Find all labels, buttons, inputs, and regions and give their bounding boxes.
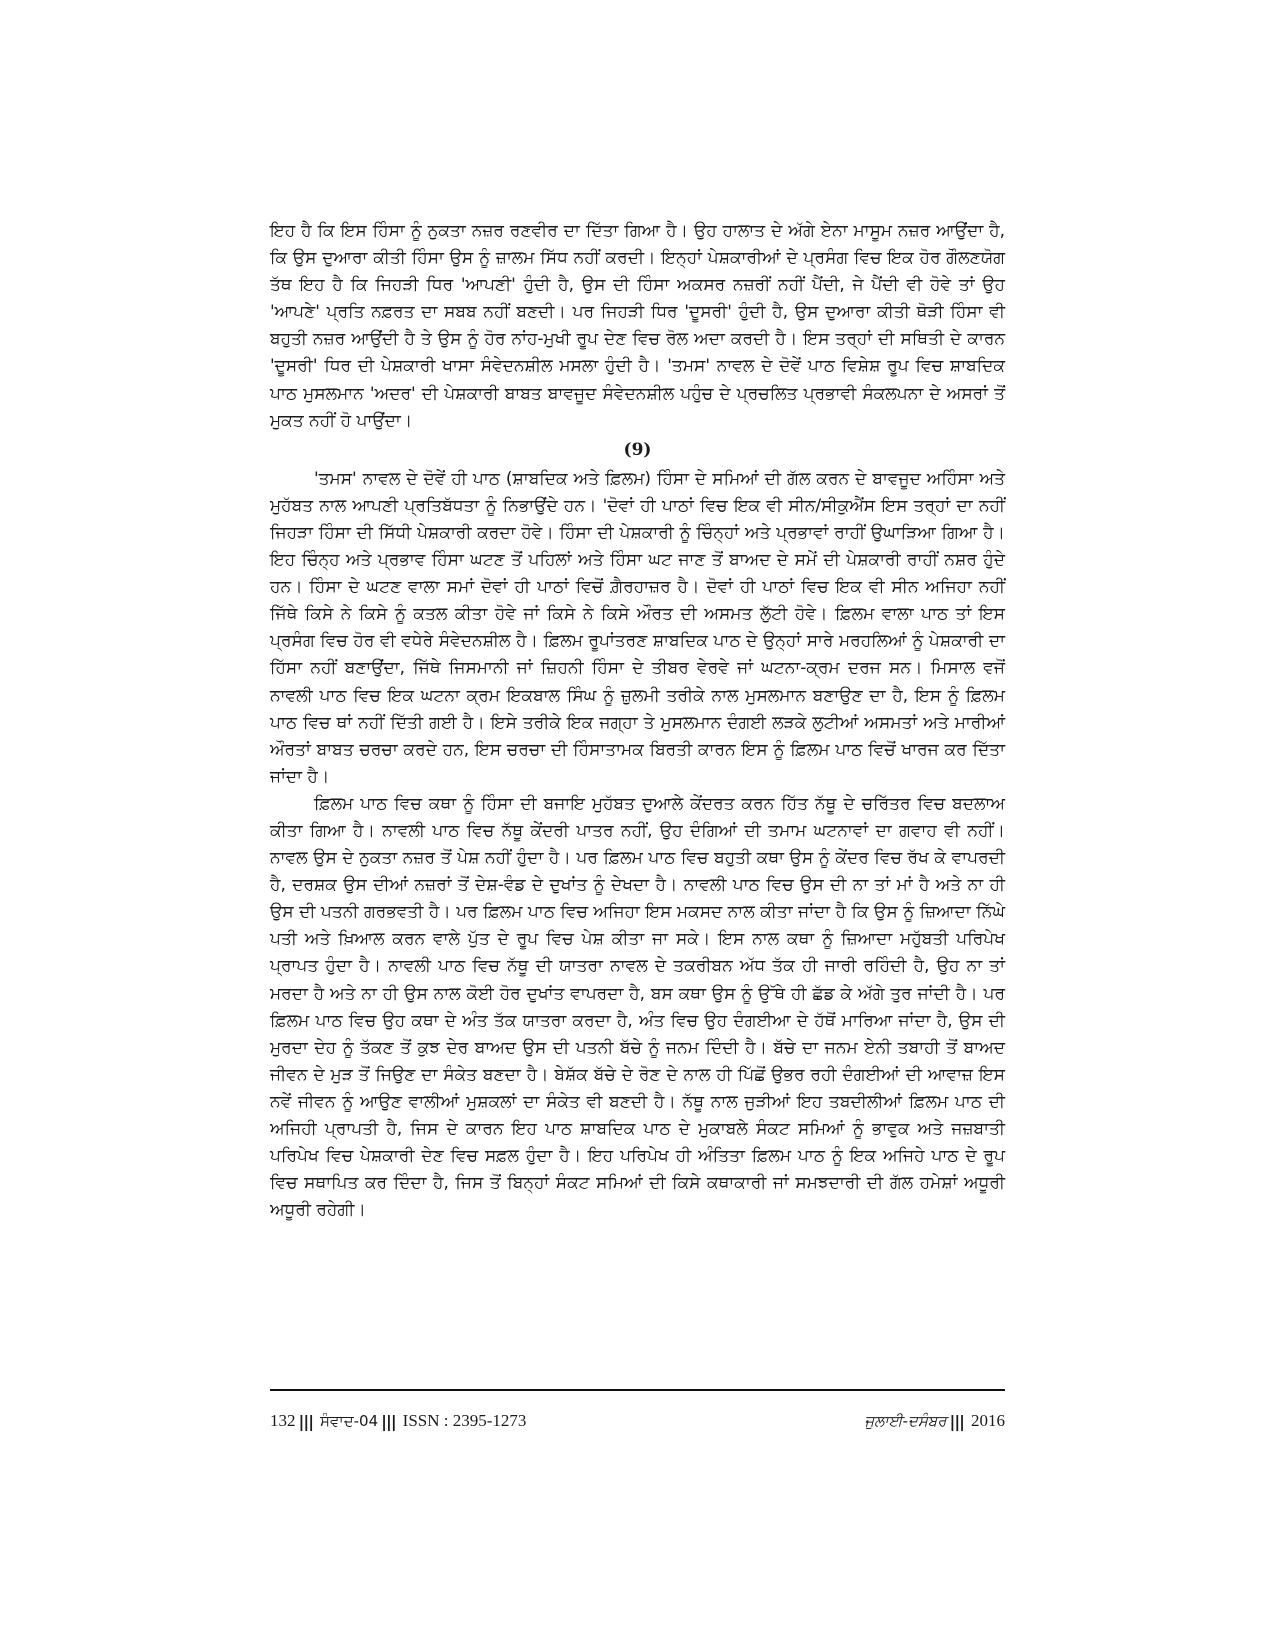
article-body [270, 218, 1005, 1224]
issn: ISSN : 2395-1273 [402, 1411, 527, 1430]
paragraph-continued: ਇਹ ਹੈ ਕਿ ਇਸ ਹਿੰਸਾ ਨੂੰ ਨੁਕਤਾ ਨਜ਼ਰ ਰਣਵੀਰ ਦਾ ਦਿੱਤਾ ਗਿਆ ਹੈ। ਉਹ ਹਾਲਾਤ ਦੇ ਅੱਗੇ ਏਨਾ ਮਾਸੂਮ ਨਜ਼ਰ ਆਉਂਦਾ ਹੈ, ਕਿ ਉਸ ਦੁਆਰਾ ਕੀਤੀ ਹਿੰਸਾ ਉਸ ਨੂੰ ਜ਼ਾਲਮ ਸਿੱਧ ਨਹੀਂ ਕਰਦੀ। ਇਨ੍ਹਾਂ ਪੇਸ਼ਕਾਰੀਆਂ ਦੇ ਪ੍ਰਸੰਗ ਵਿਚ ਇਕ ਹੋਰ ਗੌਲਣਯੋਗ ਤੱਥ ਇਹ ਹੈ ਕਿ ਜਿਹੜੀ ਧਿਰ 'ਆਪਣੀ' ਹੁੰਦੀ ਹੈ, ਉਸ ਦੀ ਹਿੰਸਾ ਅਕਸਰ ਨਜ਼ਰੀਂ ਨਹੀਂ ਪੈਂਦੀ, ਜੇ ਪੈਂਦੀ ਵੀ ਹੋਵੇ ਤਾਂ ਉਹ 'ਆਪਣੇ' ਪ੍ਰਤਿ ਨਫ਼ਰਤ ਦਾ ਸਬਬ ਨਹੀਂ ਬਣਦੀ। ਪਰ ਜਿਹੜੀ ਧਿਰ 'ਦੂਸਰੀ' ਹੁੰਦੀ ਹੈ, ਉਸ ਦੁਆਰਾ ਕੀਤੀ ਥੋੜੀ ਹਿੰਸਾ ਵੀ ਬਹੁਤੀ ਨਜ਼ਰ ਆਉਂਦੀ ਹੈ ਤੇ ਉਸ ਨੂੰ ਹੋਰ ਨਾਂਹ-ਮੁਖੀ ਰੂਪ ਦੇਣ ਵਿਚ ਰੋਲ ਅਦਾ ਕਰਦੀ ਹੈ। ਇਸ ਤਰ੍ਹਾਂ ਦੀ ਸਥਿਤੀ ਦੇ ਕਾਰਨ 'ਦੂਸਰੀ' ਧਿਰ ਦੀ ਪੇਸ਼ਕਾਰੀ ਖਾਸਾ ਸੰਵੇਦਨਸ਼ੀਲ ਮਸਲਾ ਹੁੰਦੀ ਹੈ। 'ਤਮਸ' ਨਾਵਲ ਦੇ ਦੋਵੇਂ ਪਾਠ ਵਿਸ਼ੇਸ਼ ਰੂਪ ਵਿਚ ਸ਼ਾਬਦਿਕ ਪਾਠ ਮੁਸਲਮਾਨ 'ਅਦਰ' ਦੀ ਪੇਸ਼ਕਾਰੀ ਬਾਬਤ ਬਾਵਜੂਦ ਸੰਵੇਦਨਸ਼ੀਲ ਪਹੁੰਚ ਦੇ ਪ੍ਰਚਲਿਤ ਪ੍ਰਭਾਵੀ ਸੰਕਲਪਨਾ ਦੇ ਅਸਰਾਂ ਤੋਂ ਮੁਕਤ ਨਹੀਂ ਹੋ ਪਾਉਂਦਾ। [270, 221, 1005, 431]
page-number: 132 [270, 1411, 296, 1430]
issue-months: ਜੁਲਾਈ-ਦਸੰਬਰ [864, 1412, 947, 1430]
footer-separator: ||| [298, 1411, 314, 1431]
footer-rule [270, 1389, 1005, 1391]
footer-left [270, 1411, 526, 1431]
section-number: (9) [623, 439, 652, 460]
footer-separator: ||| [381, 1411, 396, 1431]
page-footer [270, 1409, 1005, 1433]
paragraph: 'ਤਮਸ' ਨਾਵਲ ਦੇ ਦੋਵੇਂ ਹੀ ਪਾਠ (ਸ਼ਾਬਦਿਕ ਅਤੇ ਫ਼ਿਲਮ) ਹਿੰਸਾ ਦੇ ਸਮਿਆਂ ਦੀ ਗੱਲ ਕਰਨ ਦੇ ਬਾਵਜੂਦ ਅਹਿੰਸਾ ਅਤੇ ਮੁਹੱਬਤ ਨਾਲ ਆਪਣੀ ਪ੍ਰਤਿਬੱਧਤਾ ਨੂੰ ਨਿਭਾਉਂਦੇ ਹਨ। 'ਦੋਵਾਂ ਹੀ ਪਾਠਾਂ ਵਿਚ ਇਕ ਵੀ ਸੀਨ/ਸੀਕੁਐਂਸ ਇਸ ਤਰ੍ਹਾਂ ਦਾ ਨਹੀਂ ਜਿਹੜਾ ਹਿੰਸਾ ਦੀ ਸਿੱਧੀ ਪੇਸ਼ਕਾਰੀ ਕਰਦਾ ਹੋਵੇ। ਹਿੰਸਾ ਦੀ ਪੇਸ਼ਕਾਰੀ ਨੂੰ ਚਿੰਨ੍ਹਾਂ ਅਤੇ ਪ੍ਰਭਾਵਾਂ ਰਾਹੀਂ ਉਘਾੜਿਆ ਗਿਆ ਹੈ। ਇਹ ਚਿੰਨ੍ਹ ਅਤੇ ਪ੍ਰਭਾਵ ਹਿੰਸਾ ਘਟਣ ਤੋਂ ਪਹਿਲਾਂ ਅਤੇ ਹਿੰਸਾ ਘਟ ਜਾਣ ਤੋਂ ਬਾਅਦ ਦੇ ਸਮੇਂ ਦੀ ਪੇਸ਼ਕਾਰੀ ਰਾਹੀਂ ਨਸ਼ਰ ਹੁੰਦੇ ਹਨ। ਹਿੰਸਾ ਦੇ ਘਟਣ ਵਾਲਾ ਸਮਾਂ ਦੋਵਾਂ ਹੀ ਪਾਠਾਂ ਵਿਚੋਂ ਗ਼ੈਰਹਾਜ਼ਰ ਹੈ। ਦੋਵਾਂ ਹੀ ਪਾਠਾਂ ਵਿਚ ਇਕ ਵੀ ਸੀਨ ਅਜਿਹਾ ਨਹੀਂ ਜਿੱਥੇ ਕਿਸੇ ਨੇ ਕਿਸੇ ਨੂੰ ਕਤਲ ਕੀਤਾ ਹੋਵੇ ਜਾਂ ਕਿਸੇ ਨੇ ਕਿਸੇ ਔਰਤ ਦੀ ਅਸਮਤ ਲੁੱਟੀ ਹੋਵੇ। ਫ਼ਿਲਮ ਵਾਲਾ ਪਾਠ ਤਾਂ ਇਸ ਪ੍ਰਸੰਗ ਵਿਚ ਹੋਰ ਵੀ ਵਧੇਰੇ ਸੰਵੇਦਨਸ਼ੀਲ ਹੈ। ਫ਼ਿਲਮ ਰੂਪਾਂਤਰਣ ਸ਼ਾਬਦਿਕ ਪਾਠ ਦੇ ਉਨ੍ਹਾਂ ਸਾਰੇ ਮਰਹਲਿਆਂ ਨੂੰ ਪੇਸ਼ਕਾਰੀ ਦਾ ਹਿੱਸਾ ਨਹੀਂ ਬਣਾਉਂਦਾ, ਜਿੱਥੇ ਜਿਸਮਾਨੀ ਜਾਂ ਜ਼ਿਹਨੀ ਹਿੰਸਾ ਦੇ ਤੀਬਰ ਵੇਰਵੇ ਜਾਂ ਘਟਨਾ-ਕ੍ਰਮ ਦਰਜ ਸਨ। ਮਿਸਾਲ ਵਜੋਂ ਨਾਵਲੀ ਪਾਠ ਵਿਚ ਇਕ ਘਟਨਾ ਕ੍ਰਮ ਇਕਬਾਲ ਸਿੰਘ ਨੂੰ ਜ਼ੁਲਮੀ ਤਰੀਕੇ ਨਾਲ ਮੁਸਲਮਾਨ ਬਣਾਉਣ ਦਾ ਹੈ, ਇਸ ਨੂੰ ਫ਼ਿਲਮ ਪਾਠ ਵਿਚ ਥਾਂ ਨਹੀਂ ਦਿੱਤੀ ਗਈ ਹੈ। ਇਸੇ ਤਰੀਕੇ ਇਕ ਜਗ੍ਹਾ ਤੇ ਮੁਸਲਮਾਨ ਦੰਗਈ ਲੜਕੇ ਲੁਟੀਆਂ ਅਸਮਤਾਂ ਅਤੇ ਮਾਰੀਆਂ ਔਰਤਾਂ ਬਾਬਤ ਚਰਚਾ ਕਰਦੇ ਹਨ, ਇਸ ਚਰਚਾ ਦੀ ਹਿੰਸਾਤਾਮਕ ਬਿਰਤੀ ਕਾਰਨ ਇਸ ਨੂੰ ਫ਼ਿਲਮ ਪਾਠ ਵਿਚੋਂ ਖਾਰਜ ਕਰ ਦਿੱਤਾ ਜਾਂਦਾ ਹੈ। [270, 468, 1005, 787]
paragraph: ਫ਼ਿਲਮ ਪਾਠ ਵਿਚ ਕਥਾ ਨੂੰ ਹਿੰਸਾ ਦੀ ਬਜਾਇ ਮੁਹੱਬਤ ਦੁਆਲੇ ਕੇਂਦਰਤ ਕਰਨ ਹਿੱਤ ਨੱਥੂ ਦੇ ਚਰਿੱਤਰ ਵਿਚ ਬਦਲਾਅ ਕੀਤਾ ਗਿਆ ਹੈ। ਨਾਵਲੀ ਪਾਠ ਵਿਚ ਨੱਥੂ ਕੇਂਦਰੀ ਪਾਤਰ ਨਹੀਂ, ਉਹ ਦੰਗਿਆਂ ਦੀ ਤਮਾਮ ਘਟਨਾਵਾਂ ਦਾ ਗਵਾਹ ਵੀ ਨਹੀਂ। ਨਾਵਲ ਉਸ ਦੇ ਨੁਕਤਾ ਨਜ਼ਰ ਤੋਂ ਪੇਸ਼ ਨਹੀਂ ਹੁੰਦਾ ਹੈ। ਪਰ ਫ਼ਿਲਮ ਪਾਠ ਵਿਚ ਬਹੁਤੀ ਕਥਾ ਉਸ ਨੂੰ ਕੇਂਦਰ ਵਿਚ ਰੱਖ ਕੇ ਵਾਪਰਦੀ ਹੈ, ਦਰਸ਼ਕ ਉਸ ਦੀਆਂ ਨਜ਼ਰਾਂ ਤੋਂ ਦੇਸ਼-ਵੰਡ ਦੇ ਦੁਖਾਂਤ ਨੂੰ ਦੇਖਦਾ ਹੈ। ਨਾਵਲੀ ਪਾਠ ਵਿਚ ਉਸ ਦੀ ਨਾ ਤਾਂ ਮਾਂ ਹੈ ਅਤੇ ਨਾ ਹੀ ਉਸ ਦੀ ਪਤਨੀ ਗਰਭਵਤੀ ਹੈ। ਪਰ ਫ਼ਿਲਮ ਪਾਠ ਵਿਚ ਅਜਿਹਾ ਇਸ ਮਕਸਦ ਨਾਲ ਕੀਤਾ ਜਾਂਦਾ ਹੈ ਕਿ ਉਸ ਨੂੰ ਜ਼ਿਆਦਾ ਨਿੱਘੇ ਪਤੀ ਅਤੇ ਖ਼ਿਆਲ ਕਰਨ ਵਾਲੇ ਪੁੱਤ ਦੇ ਰੂਪ ਵਿਚ ਪੇਸ਼ ਕੀਤਾ ਜਾ ਸਕੇ। ਇਸ ਨਾਲ ਕਥਾ ਨੂੰ ਜ਼ਿਆਦਾ ਮਹੁੱਬਤੀ ਪਰਿਪੇਖ ਪ੍ਰਾਪਤ ਹੁੰਦਾ ਹੈ। ਨਾਵਲੀ ਪਾਠ ਵਿਚ ਨੱਥੂ ਦੀ ਯਾਤਰਾ ਨਾਵਲ ਦੇ ਤਕਰੀਬਨ ਅੱਧ ਤੱਕ ਹੀ ਜਾਰੀ ਰਹਿੰਦੀ ਹੈ, ਉਹ ਨਾ ਤਾਂ ਮਰਦਾ ਹੈ ਅਤੇ ਨਾ ਹੀ ਉਸ ਨਾਲ ਕੋਈ ਹੋਰ ਦੁਖਾਂਤ ਵਾਪਰਦਾ ਹੈ, ਬਸ ਕਥਾ ਉਸ ਨੂੰ ਉੱਥੇ ਹੀ ਛੱਡ ਕੇ ਅੱਗੇ ਤੁਰ ਜਾਂਦੀ ਹੈ। ਪਰ ਫ਼ਿਲਮ ਪਾਠ ਵਿਚ ਉਹ ਕਥਾ ਦੇ ਅੰਤ ਤੱਕ ਯਾਤਰਾ ਕਰਦਾ ਹੈ, ਅੰਤ ਵਿਚ ਉਹ ਦੰਗਈਆ ਦੇ ਹੱਥੋਂ ਮਾਰਿਆ ਜਾਂਦਾ ਹੈ, ਉਸ ਦੀ ਮੁਰਦਾ ਦੇਹ ਨੂੰ ਤੱਕਣ ਤੋਂ ਕੁਝ ਦੇਰ ਬਾਅਦ ਉਸ ਦੀ ਪਤਨੀ ਬੱਚੇ ਨੂੰ ਜਨਮ ਦਿੰਦੀ ਹੈ। ਬੱਚੇ ਦਾ ਜਨਮ ਏਨੀ ਤਬਾਹੀ ਤੋਂ ਬਾਅਦ ਜੀਵਨ ਦੇ ਮੁੜ ਤੋਂ ਜਿਉਣ ਦਾ ਸੰਕੇਤ ਬਣਦਾ ਹੈ। ਬੇਸ਼ੱਕ ਬੱਚੇ ਦੇ ਰੋਣ ਦੇ ਨਾਲ ਹੀ ਪਿੱਛੋਂ ਉਭਰ ਰਹੀ ਦੰਗਈਆਂ ਦੀ ਆਵਾਜ਼ ਇਸ ਨਵੇਂ ਜੀਵਨ ਨੂੰ ਆਉਣ ਵਾਲੀਆਂ ਮੁਸ਼ਕਲਾਂ ਦਾ ਸੰਕੇਤ ਵੀ ਬਣਦੀ ਹੈ। ਨੱਥੂ ਨਾਲ ਜੁੜੀਆਂ ਇਹ ਤਬਦੀਲੀਆਂ ਫ਼ਿਲਮ ਪਾਠ ਦੀ ਅਜਿਹੀ ਪ੍ਰਾਪਤੀ ਹੈ, ਜਿਸ ਦੇ ਕਾਰਨ ਇਹ ਪਾਠ ਸ਼ਾਬਦਿਕ ਪਾਠ ਦੇ ਮੁਕਾਬਲੇ ਸੰਕਟ ਸਮਿਆਂ ਨੂੰ ਭਾਵੁਕ ਅਤੇ ਜਜ਼ਬਾਤੀ ਪਰਿਪੇਖ ਵਿਚ ਪੇਸ਼ਕਾਰੀ ਦੇਣ ਵਿਚ ਸਫ਼ਲ ਹੁੰਦਾ ਹੈ। ਇਹ ਪਰਿਪੇਖ ਹੀ ਅੰਤਿਤਾ ਫ਼ਿਲਮ ਪਾਠ ਨੂੰ ਇਕ ਅਜਿਹੇ ਪਾਠ ਦੇ ਰੂਪ ਵਿਚ ਸਥਾਪਿਤ ਕਰ ਦਿੰਦਾ ਹੈ, ਜਿਸ ਤੋਂ ਬਿਨ੍ਹਾਂ ਸੰਕਟ ਸਮਿਆਂ ਦੀ ਕਿਸੇ ਕਥਾਕਾਰੀ ਜਾਂ ਸਮਝਦਾਰੀ ਦੀ ਗੱਲ ਹਮੇਸ਼ਾਂ ਅਧੂਰੀ ਅਧੂਰੀ ਰਹੇਗੀ। [270, 793, 1005, 1221]
journal-name: ਸੰਵਾਦ-04 [320, 1412, 379, 1430]
issue-year: 2016 [971, 1411, 1005, 1430]
footer-right [864, 1411, 1005, 1431]
footer-separator: ||| [949, 1411, 964, 1431]
